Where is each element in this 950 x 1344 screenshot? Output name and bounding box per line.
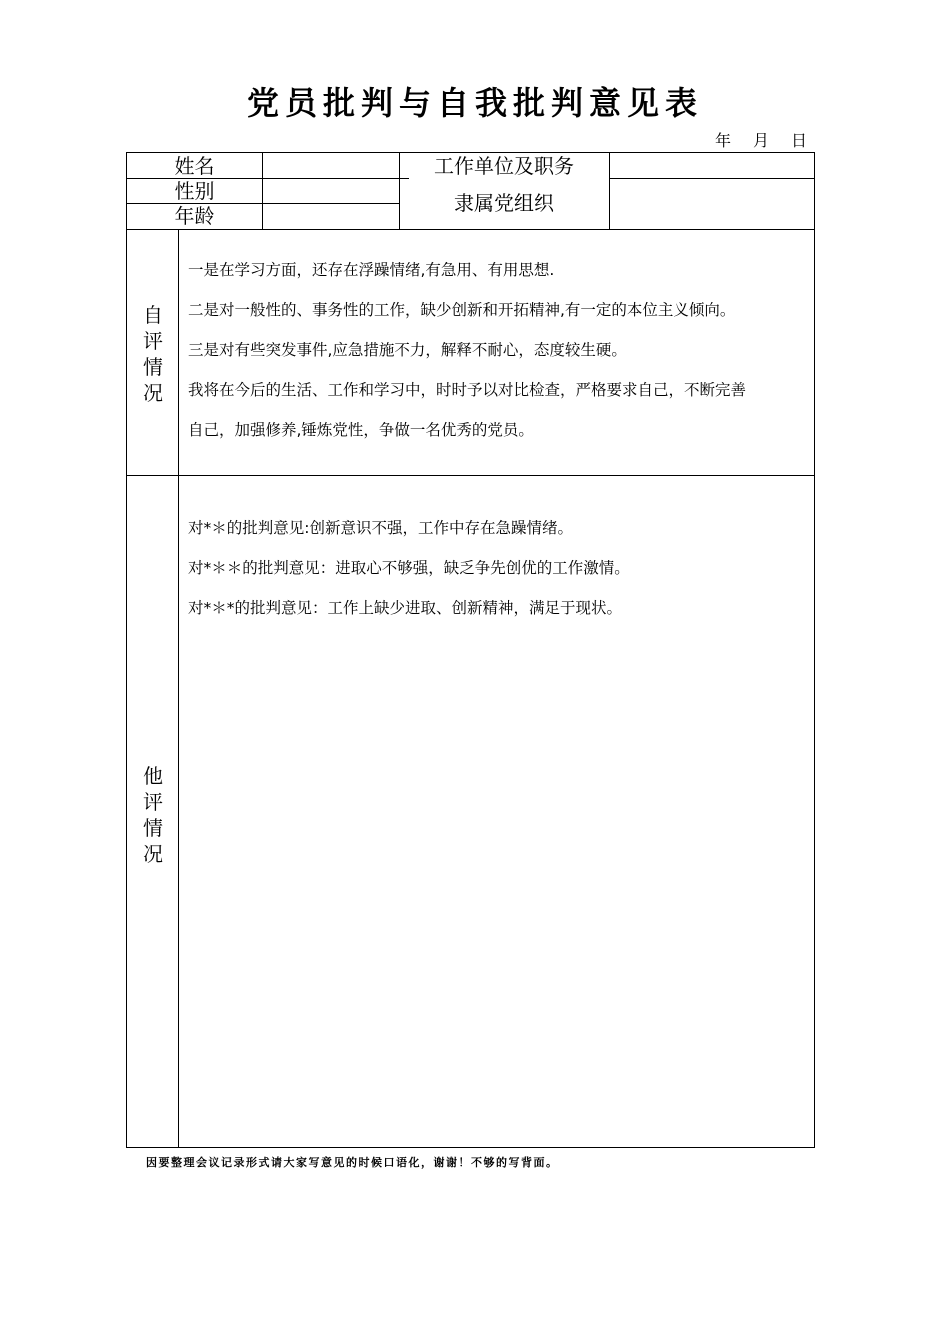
date-month: 月 — [752, 131, 769, 150]
work-unit-field[interactable] — [610, 153, 815, 178]
peer-eval-line: 对*＊＊的批判意见：进取心不够强，缺乏争先创优的工作激情。 — [188, 559, 630, 577]
self-eval-line: 一是在学习方面，还存在浮躁情绪,有急用、有用思想. — [188, 261, 555, 279]
age-field[interactable] — [263, 204, 399, 229]
peer-eval-text — [188, 508, 808, 628]
self-eval-line: 我将在今后的生活、工作和学习中，时时予以对比检查，严格要求自己，不断完善 — [188, 381, 747, 399]
gender-label: 性别 — [174, 179, 215, 203]
form-table — [126, 152, 815, 1148]
peer-eval-line: 对*＊*的批判意见：工作上缺少进取、创新精神，满足于现状。 — [188, 599, 623, 617]
self-eval-line: 二是对一般性的、事务性的工作，缺少创新和开拓精神,有一定的本位主义倾向。 — [188, 301, 736, 319]
age-label: 年龄 — [174, 204, 215, 228]
date-line — [715, 128, 807, 151]
gender-field[interactable] — [263, 179, 399, 203]
self-eval-text — [188, 250, 808, 450]
peer-eval-label: 他 评 情 况 — [143, 764, 163, 866]
date-year: 年 — [714, 131, 731, 150]
self-eval-label: 自 评 情 况 — [143, 303, 163, 405]
party-org-label: 隶属党组织 — [454, 191, 554, 215]
date-day: 日 — [790, 131, 807, 150]
self-eval-line: 自己，加强修养,锤炼党性，争做一名优秀的党员。 — [188, 421, 534, 439]
footnote: 因要整理会议记录形式请大家写意见的时候口语化，谢谢！不够的写背面。 — [146, 1156, 559, 1169]
party-org-field[interactable] — [610, 179, 815, 229]
page-title: 党员批判与自我批判意见表 — [246, 84, 703, 122]
work-unit-label: 工作单位及职务 — [434, 154, 574, 178]
self-eval-line: 三是对有些突发事件,应急措施不力，解释不耐心，态度较生硬。 — [188, 341, 627, 359]
name-field[interactable] — [263, 153, 399, 178]
name-label: 姓名 — [174, 154, 215, 178]
peer-eval-line: 对*＊的批判意见:创新意识不强，工作中存在急躁情绪。 — [188, 519, 573, 537]
